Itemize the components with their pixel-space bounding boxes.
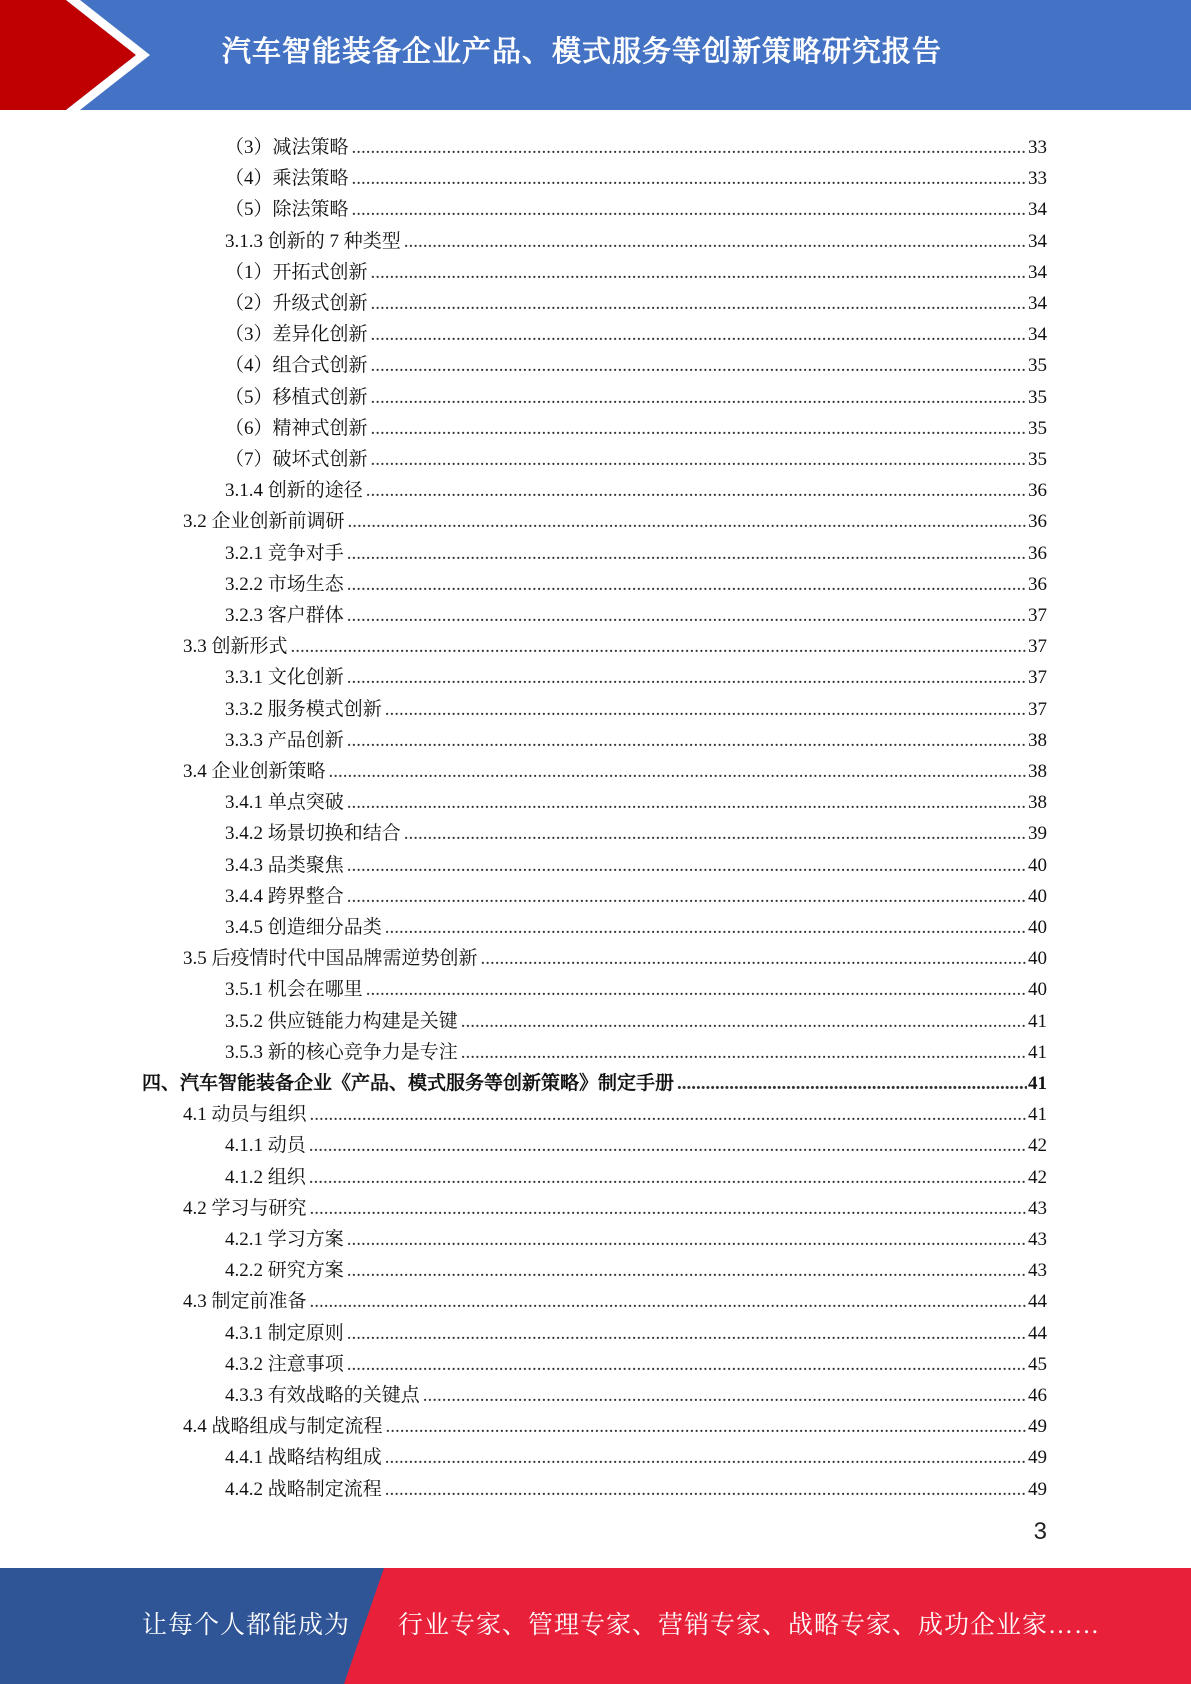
toc-entry[interactable] — [225, 846, 1047, 877]
toc-entry[interactable] — [225, 128, 1047, 159]
toc-entry-label: 3.4.3 品类聚焦 — [225, 854, 344, 876]
header-title: 汽车智能装备企业产品、模式服务等创新策略研究报告 — [222, 34, 943, 68]
toc-entry[interactable] — [225, 253, 1047, 284]
toc-entry-label: 4.3.2 注意事项 — [225, 1353, 344, 1375]
toc-entry-page: 37 — [1028, 667, 1047, 689]
toc-entry-label: 3.2.3 客户群体 — [225, 605, 344, 626]
toc-entry-page: 37 — [1028, 605, 1047, 626]
toc-entry-label: （4）组合式创新 — [225, 355, 368, 377]
toc-entry-label: 3.2 企业创新前调研 — [183, 511, 345, 533]
toc-entry-label: 4.2 学习与研究 — [183, 1197, 307, 1219]
toc-dot-leader — [385, 1447, 1027, 1469]
toc-entry[interactable] — [225, 1251, 1047, 1282]
toc-entry[interactable] — [225, 190, 1047, 221]
toc-entry[interactable] — [225, 378, 1047, 409]
toc-entry-page: 38 — [1028, 792, 1047, 814]
toc-entry-page: 36 — [1028, 542, 1047, 564]
toc-entry-page: 34 — [1028, 230, 1047, 252]
toc-entry[interactable] — [225, 346, 1047, 377]
toc-entry-page: 41 — [1028, 1041, 1047, 1063]
toc-dot-leader — [347, 1229, 1027, 1251]
toc-entry[interactable] — [225, 565, 1047, 596]
toc-entry[interactable] — [225, 409, 1047, 440]
toc-entry-label: 3.5.2 供应链能力构建是关键 — [225, 1010, 458, 1032]
toc-entry-label: 3.1.4 创新的途径 — [225, 480, 363, 502]
toc-entry[interactable] — [225, 1220, 1047, 1251]
toc-entry-label: 3.4.1 单点突破 — [225, 792, 344, 814]
toc-entry-label: （5）移植式创新 — [225, 386, 368, 408]
toc-dot-leader — [347, 855, 1027, 877]
toc-entry[interactable] — [225, 284, 1047, 315]
toc-entry-label: 4.1 动员与组织 — [183, 1104, 307, 1126]
toc-entry-page: 35 — [1028, 355, 1047, 377]
toc-dot-leader — [347, 1323, 1027, 1345]
toc-entry-label: 3.4.2 场景切换和结合 — [225, 823, 401, 845]
toc-entry[interactable] — [225, 690, 1047, 721]
toc-entry-label: 3.3.2 服务模式创新 — [225, 698, 382, 720]
toc-dot-leader — [461, 1011, 1027, 1033]
toc-dot-leader — [291, 636, 1027, 658]
toc-entry[interactable] — [225, 1158, 1047, 1189]
toc-entry[interactable] — [225, 908, 1047, 939]
toc-entry[interactable] — [225, 1376, 1047, 1407]
toc-entry-page: 34 — [1028, 261, 1047, 283]
toc-entry-label: 4.4 战略组成与制定流程 — [183, 1416, 383, 1438]
toc-entry-label: （2）升级式创新 — [225, 293, 368, 314]
toc-dot-leader — [366, 979, 1027, 1001]
toc-entry-page: 34 — [1028, 293, 1047, 314]
toc-entry-page: 37 — [1028, 698, 1047, 720]
toc-entry-page: 41 — [1028, 1104, 1047, 1126]
toc-entry-page: 40 — [1028, 917, 1047, 938]
toc-entry-page: 43 — [1028, 1260, 1047, 1282]
toc-entry-label: 4.2.1 学习方案 — [225, 1229, 344, 1250]
toc-dot-leader — [310, 1291, 1027, 1313]
toc-dot-leader — [366, 480, 1027, 502]
toc-dot-leader — [310, 1104, 1027, 1126]
toc-entry[interactable] — [225, 783, 1047, 814]
toc-dot-leader — [677, 1073, 1027, 1095]
toc-dot-leader — [371, 355, 1027, 377]
toc-entry[interactable] — [225, 1126, 1047, 1157]
toc-entry[interactable] — [183, 1282, 1047, 1313]
toc-entry-page: 42 — [1028, 1135, 1047, 1157]
toc-entry-page: 38 — [1028, 761, 1047, 782]
toc-dot-leader — [371, 262, 1027, 284]
toc-entry-page: 36 — [1028, 480, 1047, 502]
toc-dot-leader — [404, 823, 1027, 845]
toc-entry-page: 44 — [1028, 1322, 1047, 1344]
page-number: 3 — [1033, 1518, 1047, 1545]
toc-dot-leader — [347, 886, 1027, 908]
toc-entry-label: 3.5.3 新的核心竞争力是专注 — [225, 1041, 458, 1063]
toc-entry[interactable] — [183, 627, 1047, 658]
toc-dot-leader — [371, 418, 1027, 440]
toc-dot-leader — [352, 137, 1027, 159]
toc-dot-leader — [347, 1260, 1027, 1282]
toc-entry-label: （1）开拓式创新 — [225, 261, 368, 283]
toc-entry-label: （7）破坏式创新 — [225, 449, 368, 470]
toc-entry-label: 3.5 后疫情时代中国品牌需逆势创新 — [183, 948, 478, 970]
toc-entry-label: 四、汽车智能装备企业《产品、模式服务等创新策略》制定手册 — [142, 1073, 675, 1094]
toc-entry-label: 3.4 企业创新策略 — [183, 761, 326, 782]
toc-entry-label: 3.3.3 产品创新 — [225, 729, 344, 751]
toc-entry[interactable] — [225, 159, 1047, 190]
toc-entry-label: 3.2.2 市场生态 — [225, 573, 344, 595]
toc-entry-page: 34 — [1028, 199, 1047, 221]
toc-entry-label: 3.5.1 机会在哪里 — [225, 979, 363, 1001]
toc-entry-label: 3.4.5 创造细分品类 — [225, 917, 382, 938]
toc-entry-label: （6）精神式创新 — [225, 417, 368, 439]
toc-dot-leader — [385, 699, 1027, 721]
toc-entry-label: 3.3 创新形式 — [183, 636, 288, 658]
toc-dot-leader — [347, 543, 1027, 565]
toc-entry-label: （5）除法策略 — [225, 199, 349, 221]
header-chevron-graphic — [0, 0, 160, 110]
toc-entry-label: （3）减法策略 — [225, 137, 349, 158]
toc-entry[interactable] — [225, 721, 1047, 752]
toc-entry[interactable] — [183, 1407, 1047, 1438]
toc-entry[interactable] — [183, 502, 1047, 533]
toc-entry[interactable] — [225, 1314, 1047, 1345]
toc-dot-leader — [386, 1416, 1027, 1438]
toc-dot-leader — [347, 792, 1027, 814]
toc-dot-leader — [385, 917, 1027, 939]
toc-entry[interactable] — [183, 939, 1047, 970]
toc-dot-leader — [329, 761, 1027, 783]
toc-entry-page: 36 — [1028, 573, 1047, 595]
toc-entry[interactable] — [225, 970, 1047, 1001]
toc-entry-label: 4.1.1 动员 — [225, 1135, 306, 1157]
toc-dot-leader — [481, 948, 1027, 970]
toc-entry[interactable] — [225, 471, 1047, 502]
toc-entry-label: （4）乘法策略 — [225, 168, 349, 190]
toc-entry-label: 4.3 制定前准备 — [183, 1291, 307, 1313]
toc-dot-leader — [347, 730, 1027, 752]
toc-entry-page: 46 — [1028, 1385, 1047, 1406]
toc-dot-leader — [347, 667, 1027, 689]
toc-entry-page: 49 — [1028, 1478, 1047, 1500]
toc-dot-leader — [371, 449, 1027, 471]
toc-dot-leader — [404, 231, 1027, 253]
toc-entry[interactable] — [225, 877, 1047, 908]
toc-dot-leader — [347, 1354, 1027, 1376]
toc-dot-leader — [385, 1479, 1027, 1501]
toc-entry-page: 43 — [1028, 1229, 1047, 1250]
toc-entry-page: 43 — [1028, 1197, 1047, 1219]
toc-entry[interactable] — [225, 1438, 1047, 1469]
toc-dot-leader — [352, 199, 1027, 221]
toc-dot-leader — [371, 387, 1027, 409]
toc-dot-leader — [309, 1135, 1027, 1157]
toc-dot-leader — [310, 1198, 1027, 1220]
toc-entry[interactable] — [225, 1002, 1047, 1033]
page-footer — [0, 1568, 1191, 1684]
footer-slogan-left: 让每个人都能成为 — [142, 1612, 351, 1639]
toc-dot-leader — [461, 1042, 1027, 1064]
toc-entry-label: （3）差异化创新 — [225, 324, 368, 346]
toc-entry-page: 36 — [1028, 511, 1047, 533]
toc-entry-page: 40 — [1028, 948, 1047, 970]
toc-entry[interactable] — [225, 1470, 1047, 1501]
toc-entry[interactable] — [183, 1189, 1047, 1220]
toc-entry[interactable] — [142, 1064, 1047, 1095]
toc-entry-page: 40 — [1028, 885, 1047, 907]
toc-entry-label: 3.2.1 竞争对手 — [225, 542, 344, 564]
toc-dot-leader — [423, 1385, 1027, 1407]
toc-entry-label: 3.3.1 文化创新 — [225, 667, 344, 689]
toc-entry-page: 33 — [1028, 168, 1047, 190]
toc-dot-leader — [371, 324, 1027, 346]
toc-dot-leader — [309, 1167, 1027, 1189]
toc-entry-label: 4.3.3 有效战略的关键点 — [225, 1385, 420, 1406]
toc-dot-leader — [352, 168, 1027, 190]
toc-entry-page: 40 — [1028, 979, 1047, 1001]
toc-entry-page: 35 — [1028, 417, 1047, 439]
toc-dot-leader — [348, 511, 1027, 533]
toc-entry-label: 4.1.2 组织 — [225, 1166, 306, 1188]
toc-entry-page: 38 — [1028, 729, 1047, 751]
toc-entry-label: 4.4.2 战略制定流程 — [225, 1478, 382, 1500]
toc-entry-page: 35 — [1028, 449, 1047, 470]
toc-dot-leader — [347, 574, 1027, 596]
toc-entry[interactable] — [225, 658, 1047, 689]
toc-entry-label: 4.3.1 制定原则 — [225, 1322, 344, 1344]
toc-entry-page: 41 — [1028, 1010, 1047, 1032]
toc-entry-label: 3.1.3 创新的 7 种类型 — [225, 230, 401, 252]
toc-entry[interactable] — [225, 222, 1047, 253]
toc-entry-page: 42 — [1028, 1166, 1047, 1188]
toc-entry-page: 35 — [1028, 386, 1047, 408]
toc-entry[interactable] — [225, 315, 1047, 346]
toc-entry[interactable] — [225, 534, 1047, 565]
toc-entry[interactable] — [225, 596, 1047, 627]
toc-dot-leader — [347, 605, 1027, 627]
toc-entry-page: 45 — [1028, 1353, 1047, 1375]
toc-dot-leader — [371, 293, 1027, 315]
toc-entry-page: 49 — [1028, 1447, 1047, 1469]
toc-entry[interactable] — [225, 814, 1047, 845]
toc-entry-page: 41 — [1028, 1073, 1047, 1094]
toc-entry-page: 34 — [1028, 324, 1047, 346]
toc-entry-page: 44 — [1028, 1291, 1047, 1313]
toc-entry-page: 49 — [1028, 1416, 1047, 1438]
page-header — [0, 0, 1191, 110]
toc-entry-page: 33 — [1028, 137, 1047, 158]
toc-entry-label: 3.4.4 跨界整合 — [225, 885, 344, 907]
toc-entry-label: 4.2.2 研究方案 — [225, 1260, 344, 1282]
toc-entry-label: 4.4.1 战略结构组成 — [225, 1447, 382, 1469]
toc-entry[interactable] — [225, 440, 1047, 471]
toc-entry[interactable] — [183, 1095, 1047, 1126]
toc-entry[interactable] — [183, 752, 1047, 783]
toc-entry-page: 37 — [1028, 636, 1047, 658]
toc-entry[interactable] — [225, 1033, 1047, 1064]
toc-entry[interactable] — [225, 1345, 1047, 1376]
toc-entry-page: 39 — [1028, 823, 1047, 845]
footer-slogan-right: 行业专家、管理专家、营销专家、战略专家、成功企业家…… — [398, 1612, 1101, 1639]
toc-entry-page: 40 — [1028, 854, 1047, 876]
